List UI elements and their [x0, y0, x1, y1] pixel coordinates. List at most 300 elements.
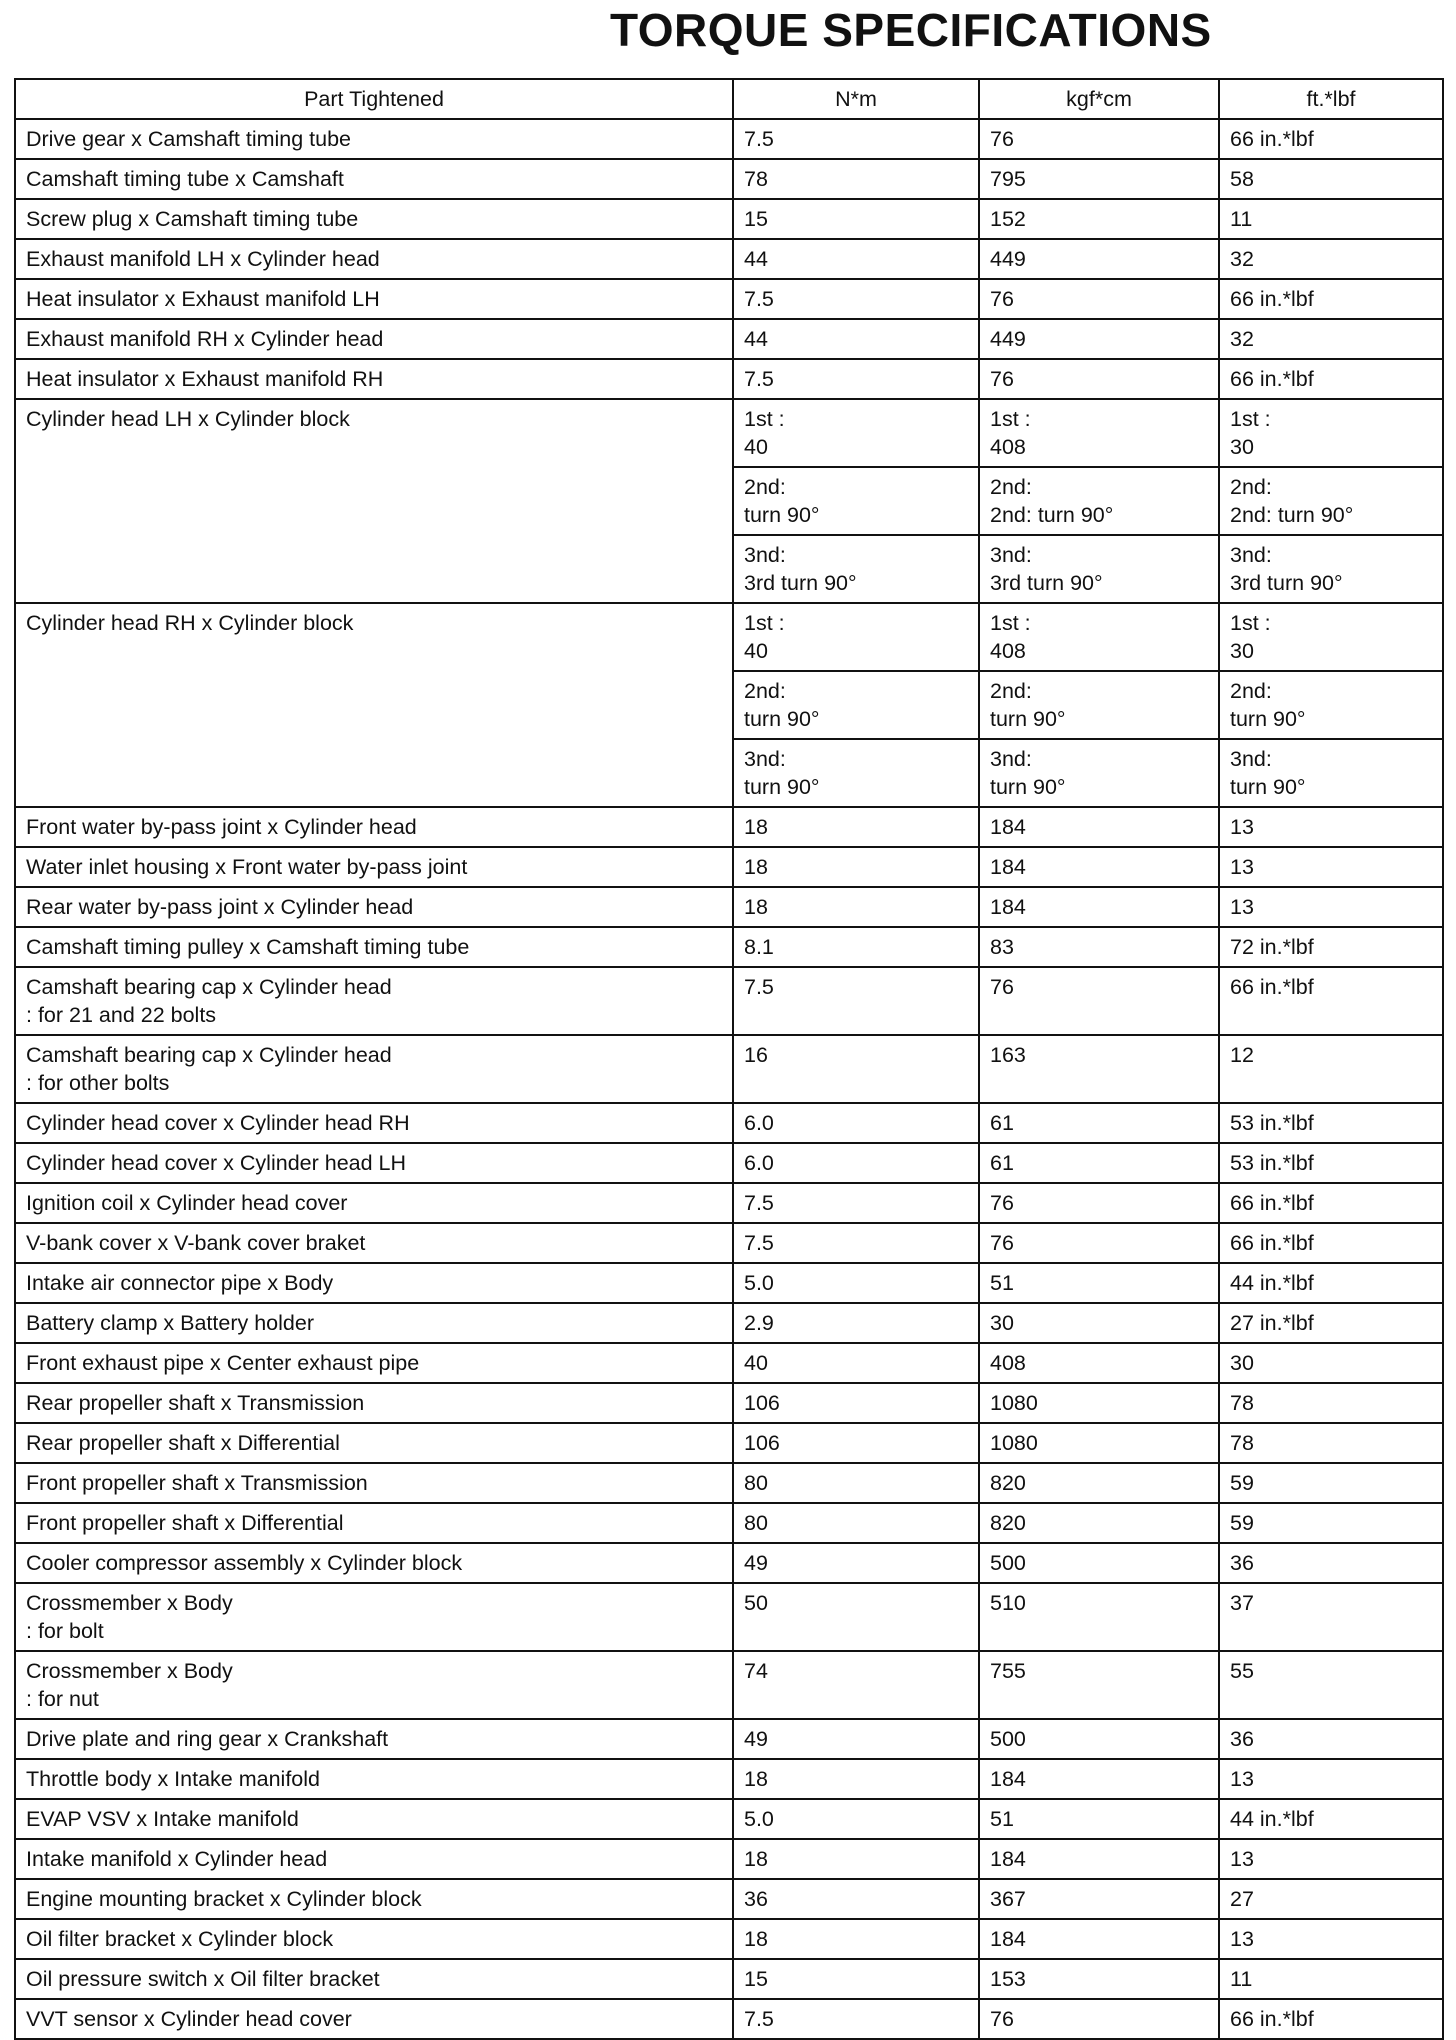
- table-row: [15, 1799, 1443, 1839]
- value-kgf-cm: [979, 399, 1219, 467]
- cell-line: 163: [990, 1043, 1026, 1067]
- header-kgf-cm: kgf*cm: [979, 79, 1219, 119]
- value-ft-lbf: [1219, 1503, 1443, 1543]
- cell-line: 44: [744, 247, 768, 271]
- cell-line: 5.0: [744, 1271, 774, 1295]
- cell-line: 78: [1230, 1391, 1254, 1415]
- cell-line: 78: [1230, 1431, 1254, 1455]
- value-ft-lbf: [1219, 239, 1443, 279]
- value-nm: [733, 467, 979, 535]
- part-tightened-cell: [15, 279, 733, 319]
- part-tightened-cell: [15, 1959, 733, 1999]
- value-ft-lbf: [1219, 1223, 1443, 1263]
- value-kgf-cm: [979, 671, 1219, 739]
- value-kgf-cm: [979, 359, 1219, 399]
- value-kgf-cm: [979, 1183, 1219, 1223]
- cell-line: 2nd:: [744, 475, 786, 499]
- part-tightened-cell: [15, 1999, 733, 2039]
- cell-line: 449: [990, 247, 1026, 271]
- part-tightened-cell: [15, 887, 733, 927]
- value-ft-lbf: [1219, 319, 1443, 359]
- value-kgf-cm: [979, 467, 1219, 535]
- value-nm: [733, 1999, 979, 2039]
- cell-line: 3nd:: [1230, 543, 1272, 567]
- cell-line: 76: [990, 975, 1014, 999]
- value-ft-lbf: [1219, 1103, 1443, 1143]
- cell-line: Camshaft timing tube x Camshaft: [26, 167, 344, 191]
- table-body: [15, 119, 1443, 2039]
- cell-line: 408: [990, 639, 1026, 663]
- value-ft-lbf: [1219, 967, 1443, 1035]
- table-row: [15, 603, 1443, 671]
- cell-line: 2nd:: [1230, 679, 1272, 703]
- cell-line: 11: [1230, 1967, 1253, 1991]
- value-ft-lbf: [1219, 119, 1443, 159]
- cell-line: 7.5: [744, 367, 774, 391]
- cell-line: 55: [1230, 1659, 1254, 1683]
- value-nm: [733, 1383, 979, 1423]
- cell-line: Front water by-pass joint x Cylinder head: [26, 815, 417, 839]
- value-ft-lbf: [1219, 1959, 1443, 1999]
- cell-line: 18: [744, 1927, 768, 1951]
- cell-line: Engine mounting bracket x Cylinder block: [26, 1887, 422, 1911]
- value-nm: [733, 1263, 979, 1303]
- cell-line: 18: [744, 855, 768, 879]
- value-nm: [733, 239, 979, 279]
- cell-line: 3nd:: [1230, 747, 1272, 771]
- cell-line: Camshaft bearing cap x Cylinder head: [26, 975, 392, 999]
- value-kgf-cm: [979, 1651, 1219, 1719]
- cell-line: 184: [990, 895, 1026, 919]
- table-row: [15, 399, 1443, 467]
- part-tightened-cell: [15, 1879, 733, 1919]
- value-ft-lbf: [1219, 927, 1443, 967]
- value-kgf-cm: [979, 1303, 1219, 1343]
- value-nm: [733, 1879, 979, 1919]
- cell-line: 11: [1230, 207, 1253, 231]
- cell-line: 66 in.*lbf: [1230, 367, 1314, 391]
- value-kgf-cm: [979, 199, 1219, 239]
- cell-line: Camshaft timing pulley x Camshaft timing tube: [26, 935, 470, 959]
- cell-line: V-bank cover x V-bank cover braket: [26, 1231, 366, 1255]
- table-row: [15, 1263, 1443, 1303]
- part-tightened-cell: [15, 1423, 733, 1463]
- value-ft-lbf: [1219, 1143, 1443, 1183]
- value-kgf-cm: [979, 1919, 1219, 1959]
- table-row: [15, 1651, 1443, 1719]
- value-kgf-cm: [979, 159, 1219, 199]
- part-tightened-cell: [15, 1799, 733, 1839]
- header-part-tightened: Part Tightened: [15, 79, 733, 119]
- value-ft-lbf: [1219, 467, 1443, 535]
- part-tightened-cell: [15, 1543, 733, 1583]
- value-ft-lbf: [1219, 1583, 1443, 1651]
- value-ft-lbf: [1219, 1303, 1443, 1343]
- value-ft-lbf: [1219, 279, 1443, 319]
- header-ft-lbf: ft.*lbf: [1219, 79, 1443, 119]
- value-ft-lbf: [1219, 359, 1443, 399]
- value-kgf-cm: [979, 1959, 1219, 1999]
- cell-line: Front exhaust pipe x Center exhaust pipe: [26, 1351, 420, 1375]
- cell-line: 820: [990, 1511, 1026, 1535]
- cell-line: 795: [990, 167, 1026, 191]
- part-tightened-cell: [15, 1183, 733, 1223]
- cell-line: VVT sensor x Cylinder head cover: [26, 2007, 352, 2031]
- table-row: [15, 1103, 1443, 1143]
- cell-line: 408: [990, 1351, 1026, 1375]
- cell-line: 184: [990, 815, 1026, 839]
- value-nm: [733, 1143, 979, 1183]
- cell-line: Exhaust manifold RH x Cylinder head: [26, 327, 384, 351]
- value-nm: [733, 319, 979, 359]
- cell-line: 1080: [990, 1391, 1038, 1415]
- cell-line: 2nd:: [990, 475, 1032, 499]
- value-ft-lbf: [1219, 199, 1443, 239]
- cell-line: turn 90°: [990, 775, 1066, 799]
- cell-line: 3rd turn 90°: [1230, 571, 1343, 595]
- cell-line: 7.5: [744, 1191, 774, 1215]
- cell-line: Camshaft bearing cap x Cylinder head: [26, 1043, 392, 1067]
- value-kgf-cm: [979, 1583, 1219, 1651]
- cell-line: 53 in.*lbf: [1230, 1111, 1314, 1135]
- part-tightened-cell: [15, 927, 733, 967]
- cell-line: 53 in.*lbf: [1230, 1151, 1314, 1175]
- cell-line: 449: [990, 327, 1026, 351]
- cell-line: Drive gear x Camshaft timing tube: [26, 127, 352, 151]
- value-nm: [733, 671, 979, 739]
- part-tightened-cell: [15, 199, 733, 239]
- cell-line: 2nd: turn 90°: [1230, 503, 1354, 527]
- table-row: [15, 1719, 1443, 1759]
- cell-line: Intake air connector pipe x Body: [26, 1271, 334, 1295]
- value-kgf-cm: [979, 1103, 1219, 1143]
- cell-line: 76: [990, 1231, 1014, 1255]
- value-nm: [733, 399, 979, 467]
- cell-line: 80: [744, 1471, 768, 1495]
- part-tightened-cell: [15, 1035, 733, 1103]
- value-kgf-cm: [979, 927, 1219, 967]
- value-kgf-cm: [979, 1839, 1219, 1879]
- value-ft-lbf: [1219, 535, 1443, 603]
- cell-line: 44 in.*lbf: [1230, 1271, 1314, 1295]
- part-tightened-cell: [15, 1303, 733, 1343]
- cell-line: 367: [990, 1887, 1026, 1911]
- cell-line: 66 in.*lbf: [1230, 1191, 1314, 1215]
- table-row: [15, 1759, 1443, 1799]
- page-title: TORQUE SPECIFICATIONS: [610, 4, 1212, 56]
- value-kgf-cm: [979, 807, 1219, 847]
- cell-line: 3nd:: [990, 747, 1032, 771]
- table-row: [15, 1583, 1443, 1651]
- value-nm: [733, 199, 979, 239]
- table-row: [15, 927, 1443, 967]
- table-row: [15, 1183, 1443, 1223]
- cell-line: : for bolt: [26, 1619, 104, 1643]
- cell-line: 184: [990, 1847, 1026, 1871]
- cell-line: 36: [1230, 1727, 1254, 1751]
- cell-line: 80: [744, 1511, 768, 1535]
- cell-line: 1st :: [990, 611, 1031, 635]
- value-ft-lbf: [1219, 1651, 1443, 1719]
- cell-line: 13: [1230, 1767, 1254, 1791]
- part-tightened-cell: [15, 1719, 733, 1759]
- part-tightened-cell: [15, 1651, 733, 1719]
- cell-line: turn 90°: [744, 707, 820, 731]
- table-row: [15, 1223, 1443, 1263]
- value-nm: [733, 967, 979, 1035]
- cell-line: 7.5: [744, 2007, 774, 2031]
- cell-line: Rear water by-pass joint x Cylinder head: [26, 895, 414, 919]
- table-row: [15, 359, 1443, 399]
- value-nm: [733, 535, 979, 603]
- cell-line: 78: [744, 167, 768, 191]
- cell-line: 2.9: [744, 1311, 774, 1335]
- part-tightened-cell: [15, 1143, 733, 1183]
- cell-line: 3nd:: [744, 747, 786, 771]
- value-nm: [733, 1463, 979, 1503]
- table-row: [15, 319, 1443, 359]
- cell-line: 755: [990, 1659, 1026, 1683]
- value-nm: [733, 739, 979, 807]
- value-nm: [733, 1959, 979, 1999]
- value-nm: [733, 119, 979, 159]
- value-ft-lbf: [1219, 1999, 1443, 2039]
- cell-line: 7.5: [744, 287, 774, 311]
- cell-line: 44 in.*lbf: [1230, 1807, 1314, 1831]
- value-ft-lbf: [1219, 1463, 1443, 1503]
- cell-line: turn 90°: [1230, 775, 1306, 799]
- cell-line: 32: [1230, 247, 1254, 271]
- table-row: [15, 279, 1443, 319]
- part-tightened-cell: [15, 847, 733, 887]
- part-tightened-cell: [15, 603, 733, 807]
- part-tightened-cell: [15, 967, 733, 1035]
- value-ft-lbf: [1219, 1543, 1443, 1583]
- cell-line: 12: [1230, 1043, 1254, 1067]
- value-ft-lbf: [1219, 1919, 1443, 1959]
- value-ft-lbf: [1219, 1383, 1443, 1423]
- part-tightened-cell: [15, 399, 733, 603]
- table-row: [15, 1839, 1443, 1879]
- table-row: [15, 239, 1443, 279]
- cell-line: 7.5: [744, 975, 774, 999]
- cell-line: 58: [1230, 167, 1254, 191]
- part-tightened-cell: [15, 119, 733, 159]
- cell-line: 59: [1230, 1471, 1254, 1495]
- cell-line: 1080: [990, 1431, 1038, 1455]
- value-nm: [733, 1651, 979, 1719]
- part-tightened-cell: [15, 319, 733, 359]
- cell-line: Crossmember x Body: [26, 1591, 233, 1615]
- part-tightened-cell: [15, 1839, 733, 1879]
- cell-line: 2nd:: [1230, 475, 1272, 499]
- cell-line: 16: [744, 1043, 768, 1067]
- value-ft-lbf: [1219, 1879, 1443, 1919]
- value-nm: [733, 1223, 979, 1263]
- cell-line: Heat insulator x Exhaust manifold RH: [26, 367, 384, 391]
- cell-line: turn 90°: [1230, 707, 1306, 731]
- cell-line: 1st :: [744, 611, 785, 635]
- value-kgf-cm: [979, 1719, 1219, 1759]
- part-tightened-cell: [15, 1103, 733, 1143]
- cell-line: 18: [744, 1847, 768, 1871]
- value-ft-lbf: [1219, 1759, 1443, 1799]
- cell-line: Front propeller shaft x Transmission: [26, 1471, 368, 1495]
- cell-line: 6.0: [744, 1111, 774, 1135]
- value-ft-lbf: [1219, 1719, 1443, 1759]
- table-row: [15, 1879, 1443, 1919]
- cell-line: 106: [744, 1431, 780, 1455]
- cell-line: 44: [744, 327, 768, 351]
- title-area: [0, 0, 1456, 70]
- cell-line: 408: [990, 435, 1026, 459]
- table-row: [15, 1143, 1443, 1183]
- part-tightened-cell: [15, 1223, 733, 1263]
- cell-line: 37: [1230, 1591, 1254, 1615]
- value-ft-lbf: [1219, 671, 1443, 739]
- cell-line: 30: [1230, 639, 1254, 663]
- value-kgf-cm: [979, 1143, 1219, 1183]
- cell-line: 83: [990, 935, 1014, 959]
- cell-line: 15: [744, 1967, 768, 1991]
- cell-line: 1st :: [744, 407, 785, 431]
- value-kgf-cm: [979, 887, 1219, 927]
- cell-line: EVAP VSV x Intake manifold: [26, 1807, 299, 1831]
- cell-line: 66 in.*lbf: [1230, 127, 1314, 151]
- value-nm: [733, 1759, 979, 1799]
- cell-line: 7.5: [744, 1231, 774, 1255]
- cell-line: 72 in.*lbf: [1230, 935, 1314, 959]
- table-row: [15, 119, 1443, 159]
- cell-line: Cooler compressor assembly x Cylinder block: [26, 1551, 463, 1575]
- cell-line: 2nd:: [990, 679, 1032, 703]
- value-kgf-cm: [979, 1999, 1219, 2039]
- table-row: [15, 1999, 1443, 2039]
- cell-line: 1st :: [990, 407, 1031, 431]
- cell-line: 40: [744, 1351, 768, 1375]
- value-nm: [733, 1035, 979, 1103]
- cell-line: 152: [990, 207, 1026, 231]
- cell-line: Cylinder head cover x Cylinder head RH: [26, 1111, 410, 1135]
- value-ft-lbf: [1219, 1839, 1443, 1879]
- value-ft-lbf: [1219, 399, 1443, 467]
- cell-line: 66 in.*lbf: [1230, 287, 1314, 311]
- cell-line: 76: [990, 367, 1014, 391]
- table-row: [15, 847, 1443, 887]
- value-nm: [733, 359, 979, 399]
- value-nm: [733, 807, 979, 847]
- value-nm: [733, 1543, 979, 1583]
- cell-line: 50: [744, 1591, 768, 1615]
- table-row: [15, 199, 1443, 239]
- part-tightened-cell: [15, 239, 733, 279]
- cell-line: Front propeller shaft x Differential: [26, 1511, 344, 1535]
- cell-line: 49: [744, 1551, 768, 1575]
- cell-line: Screw plug x Camshaft timing tube: [26, 207, 359, 231]
- value-kgf-cm: [979, 1879, 1219, 1919]
- cell-line: 184: [990, 1927, 1026, 1951]
- cell-line: Exhaust manifold LH x Cylinder head: [26, 247, 380, 271]
- cell-line: 30: [990, 1311, 1014, 1335]
- cell-line: Water inlet housing x Front water by-pass joint: [26, 855, 468, 879]
- cell-line: 18: [744, 1767, 768, 1791]
- cell-line: 66 in.*lbf: [1230, 1231, 1314, 1255]
- cell-line: Rear propeller shaft x Differential: [26, 1431, 340, 1455]
- cell-line: 153: [990, 1967, 1026, 1991]
- cell-line: 2nd:: [744, 679, 786, 703]
- value-kgf-cm: [979, 1463, 1219, 1503]
- table-row: [15, 1543, 1443, 1583]
- value-kgf-cm: [979, 1263, 1219, 1303]
- cell-line: 500: [990, 1551, 1026, 1575]
- value-kgf-cm: [979, 319, 1219, 359]
- cell-line: 76: [990, 127, 1014, 151]
- cell-line: 1st :: [1230, 407, 1271, 431]
- table-row: [15, 1463, 1443, 1503]
- value-nm: [733, 927, 979, 967]
- cell-line: : for 21 and 22 bolts: [26, 1003, 217, 1027]
- cell-line: 40: [744, 435, 768, 459]
- cell-line: 820: [990, 1471, 1026, 1495]
- cell-line: 74: [744, 1659, 768, 1683]
- cell-line: Oil filter bracket x Cylinder block: [26, 1927, 334, 1951]
- value-nm: [733, 1343, 979, 1383]
- value-kgf-cm: [979, 967, 1219, 1035]
- cell-line: 15: [744, 207, 768, 231]
- value-kgf-cm: [979, 535, 1219, 603]
- part-tightened-cell: [15, 1759, 733, 1799]
- table-row: [15, 1919, 1443, 1959]
- value-nm: [733, 1583, 979, 1651]
- cell-line: 510: [990, 1591, 1026, 1615]
- cell-line: Crossmember x Body: [26, 1659, 233, 1683]
- value-kgf-cm: [979, 603, 1219, 671]
- cell-line: turn 90°: [744, 775, 820, 799]
- value-kgf-cm: [979, 239, 1219, 279]
- value-nm: [733, 887, 979, 927]
- value-nm: [733, 1719, 979, 1759]
- part-tightened-cell: [15, 1503, 733, 1543]
- cell-line: 13: [1230, 1927, 1254, 1951]
- part-tightened-cell: [15, 1463, 733, 1503]
- cell-line: 76: [990, 2007, 1014, 2031]
- part-tightened-cell: [15, 1583, 733, 1651]
- table-row: [15, 1503, 1443, 1543]
- value-ft-lbf: [1219, 1799, 1443, 1839]
- value-kgf-cm: [979, 847, 1219, 887]
- cell-line: 51: [990, 1807, 1014, 1831]
- cell-line: 2nd: turn 90°: [990, 503, 1114, 527]
- cell-line: 3nd:: [990, 543, 1032, 567]
- value-ft-lbf: [1219, 159, 1443, 199]
- cell-line: 36: [1230, 1551, 1254, 1575]
- cell-line: 500: [990, 1727, 1026, 1751]
- cell-line: 13: [1230, 895, 1254, 919]
- cell-line: 66 in.*lbf: [1230, 975, 1314, 999]
- value-nm: [733, 1799, 979, 1839]
- cell-line: 30: [1230, 1351, 1254, 1375]
- cell-line: 184: [990, 1767, 1026, 1791]
- cell-line: 30: [1230, 435, 1254, 459]
- table-row: [15, 887, 1443, 927]
- cell-line: 8.1: [744, 935, 774, 959]
- cell-line: 184: [990, 855, 1026, 879]
- cell-line: 13: [1230, 855, 1254, 879]
- value-kgf-cm: [979, 1503, 1219, 1543]
- part-tightened-cell: [15, 1383, 733, 1423]
- value-kgf-cm: [979, 1799, 1219, 1839]
- table-row: [15, 1959, 1443, 1999]
